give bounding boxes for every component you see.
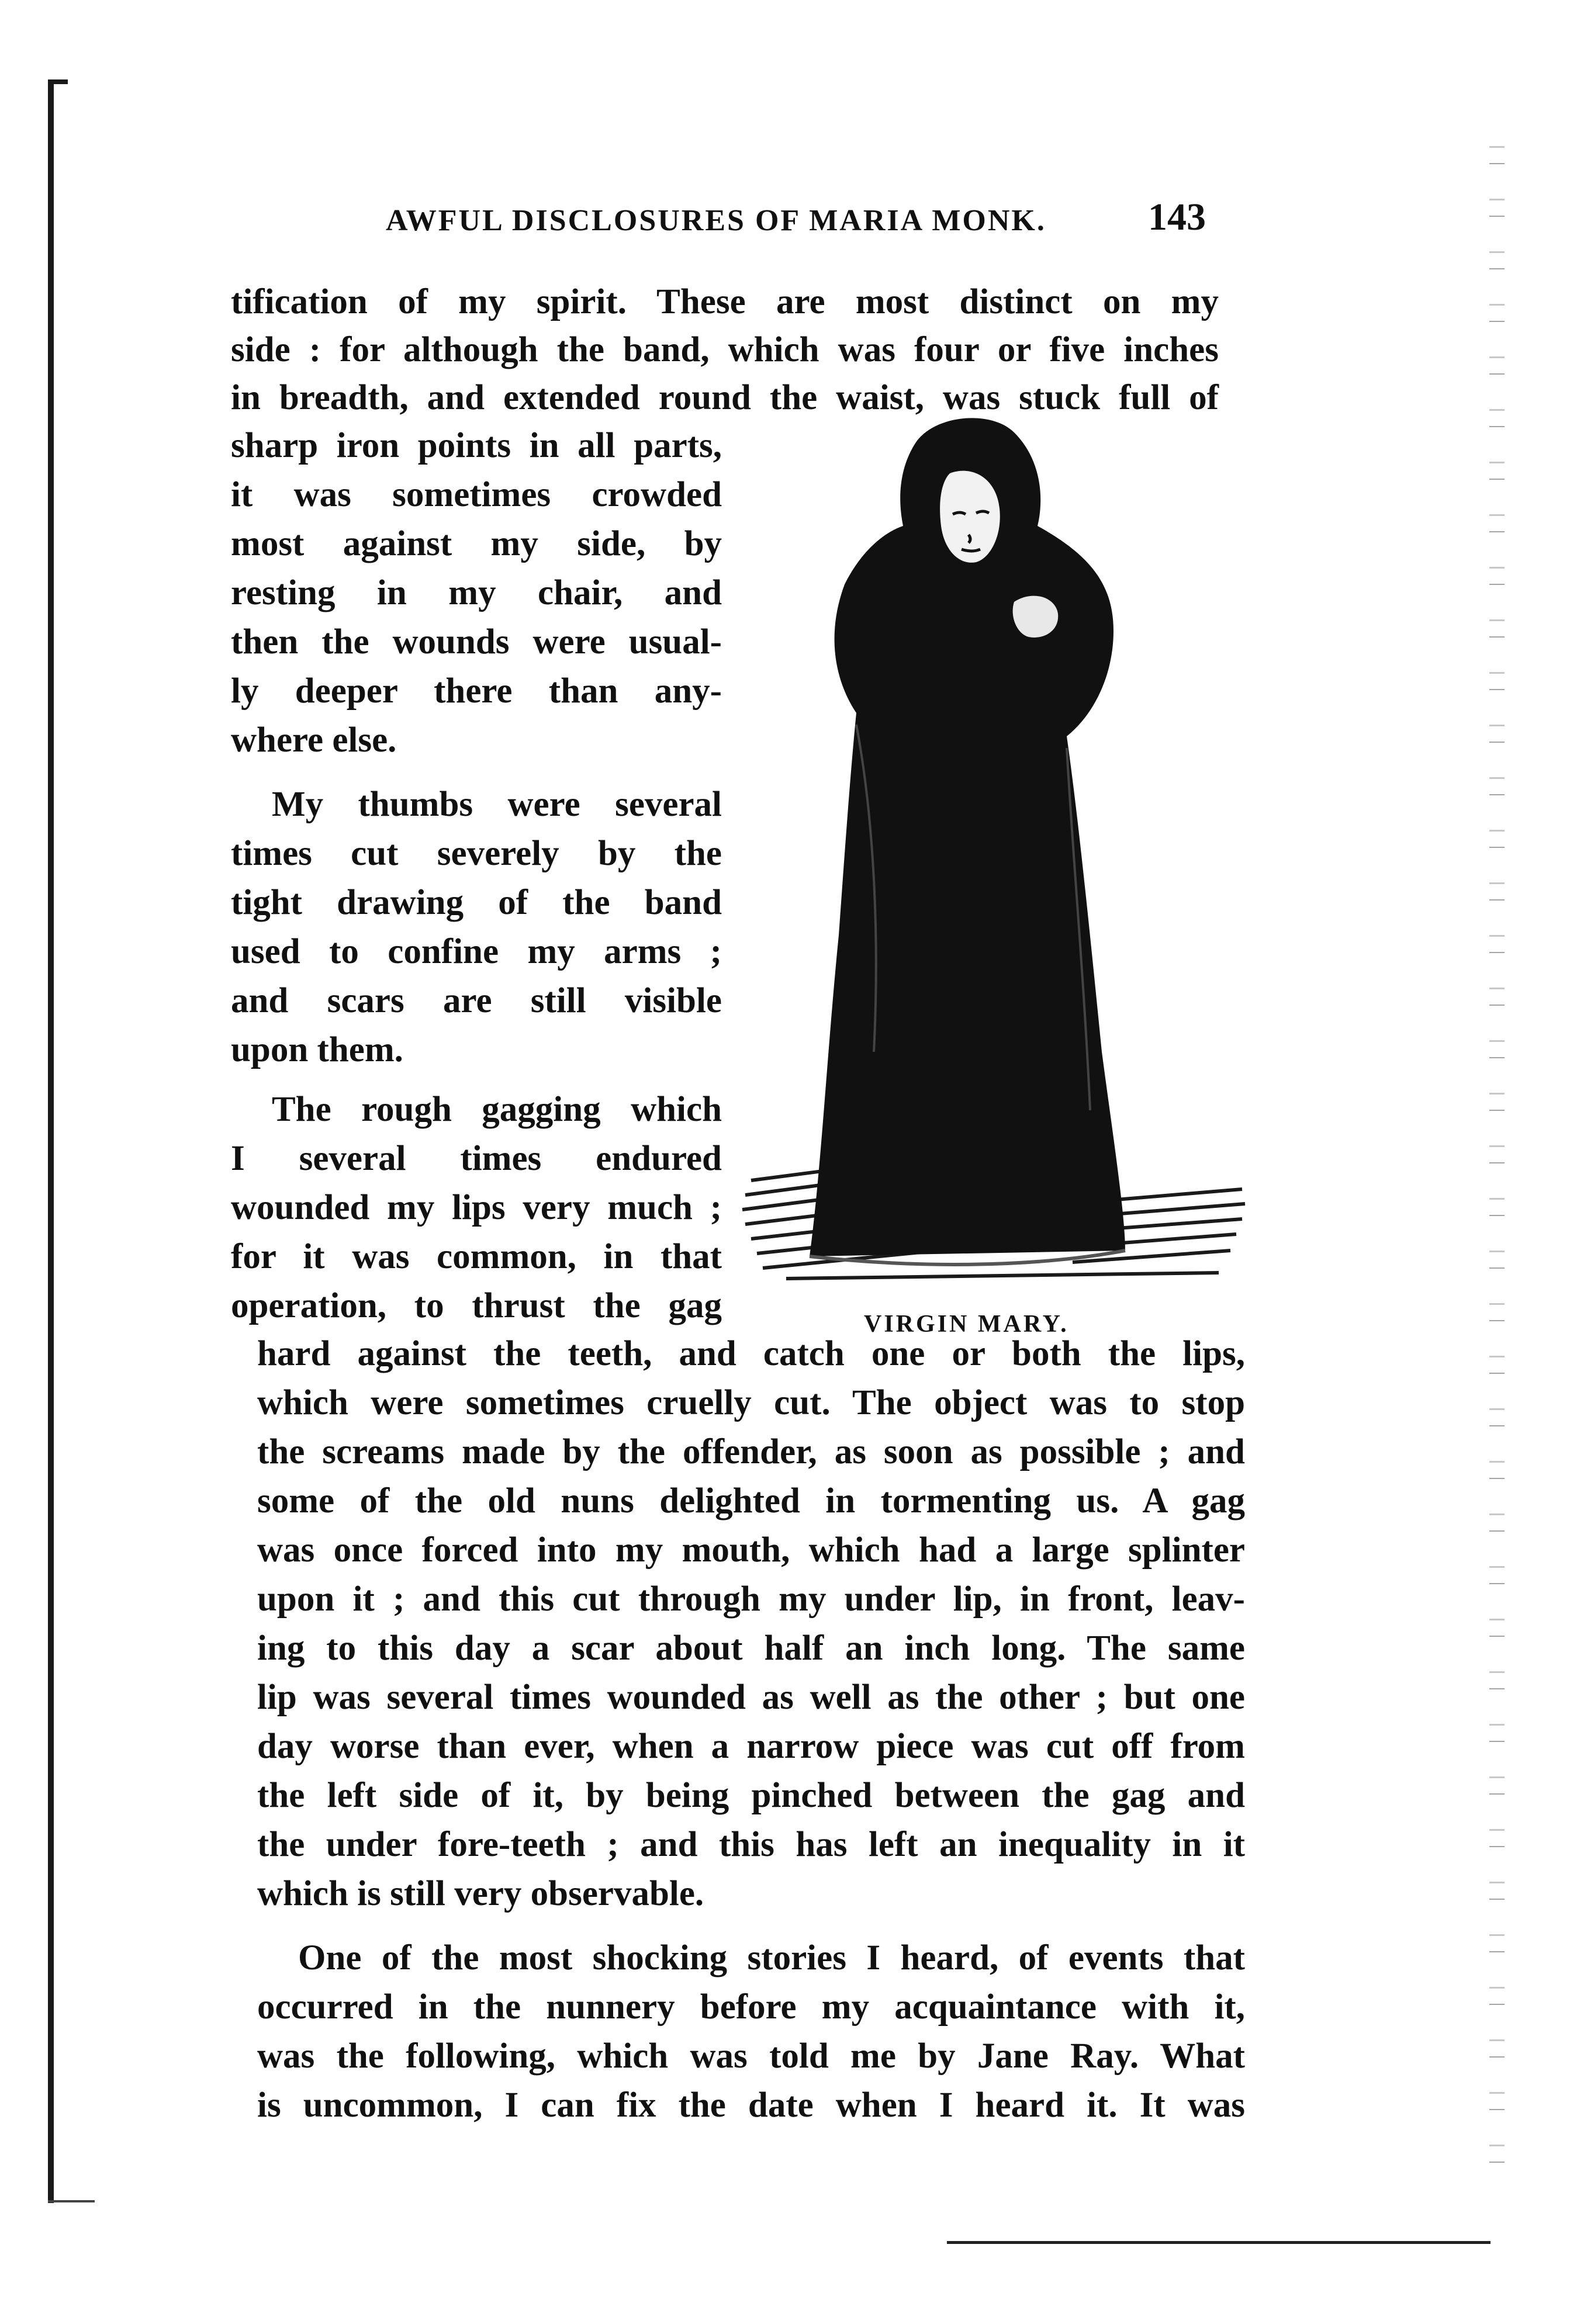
text-line: operation, to thrust the gag	[231, 1286, 722, 1325]
binding-edge-foot	[48, 2200, 95, 2202]
binding-edge	[48, 82, 54, 2203]
scan-edge-specks	[1489, 134, 1505, 2191]
page-number: 143	[1148, 196, 1206, 238]
text-line: ly deeper there than any-	[231, 671, 722, 711]
text-line: most against my side, by	[231, 524, 722, 563]
text-line: resting in my chair, and	[231, 573, 722, 612]
text-line: lip was several times wounded as well as the other ; but one	[257, 1678, 1245, 1717]
text-line: was once forced into my mouth, which had a large splinter	[257, 1530, 1245, 1570]
text-line: the under fore-teeth ; and this has left an inequality in it	[257, 1825, 1245, 1864]
text-line: in breadth, and extended round the waist, was stuck full of	[231, 378, 1219, 417]
text-line: was the following, which was told me by Jane Ray. What	[257, 2036, 1245, 2076]
text-line: where else.	[231, 721, 397, 760]
text-line: upon it ; and this cut through my under lip, in front, leav-	[257, 1580, 1245, 1619]
text-line: the left side of it, by being pinched between the gag and	[257, 1776, 1245, 1815]
text-line: tification of my spirit. These are most distinct on my	[231, 282, 1219, 321]
text-line: it was sometimes crowded	[231, 475, 722, 514]
text-line: used to confine my arms ;	[231, 932, 722, 971]
text-line: then the wounds were usual-	[231, 622, 722, 661]
text-line: times cut severely by the	[231, 834, 722, 873]
text-line: and scars are still visible	[231, 981, 722, 1020]
paragraph-start: My thumbs were several	[272, 785, 722, 824]
text-line: I several times endured	[231, 1139, 722, 1178]
text-line: day worse than ever, when a narrow piece was cut off from	[257, 1727, 1245, 1766]
text-line: sharp iron points in all parts,	[231, 426, 722, 465]
text-line: the screams made by the offender, as soon as possible ; and	[257, 1432, 1245, 1471]
text-line: ing to this day a scar about half an inch long. The same	[257, 1629, 1245, 1668]
text-line: which is still very observable.	[257, 1874, 704, 1913]
text-line: wounded my lips very much ;	[231, 1188, 722, 1227]
text-line: occurred in the nunnery before my acquaintance with it,	[257, 1987, 1245, 2027]
text-line: for it was common, in that	[231, 1237, 722, 1276]
nun-engraving-icon	[739, 409, 1251, 1338]
binding-edge-top	[48, 79, 68, 84]
text-line: hard against the teeth, and catch one or both the lips,	[257, 1334, 1245, 1373]
text-line: side : for although the band, which was four or five inches	[231, 330, 1219, 369]
paragraph-start: The rough gagging which	[272, 1090, 722, 1129]
text-line: tight drawing of the band	[231, 883, 722, 922]
text-line: upon them.	[231, 1030, 403, 1069]
bottom-rule	[947, 2241, 1491, 2244]
figure-caption: VIRGIN MARY.	[864, 1311, 1069, 1338]
text-line: which were sometimes cruelly cut. The object was to stop	[257, 1383, 1245, 1422]
running-header: AWFUL DISCLOSURES OF MARIA MONK.	[386, 204, 1046, 237]
paragraph-start: One of the most shocking stories I heard, of events that	[298, 1938, 1245, 1977]
text-line: some of the old nuns delighted in tormenting us. A gag	[257, 1481, 1245, 1521]
text-line: is uncommon, I can fix the date when I heard it. It was	[257, 2086, 1245, 2125]
